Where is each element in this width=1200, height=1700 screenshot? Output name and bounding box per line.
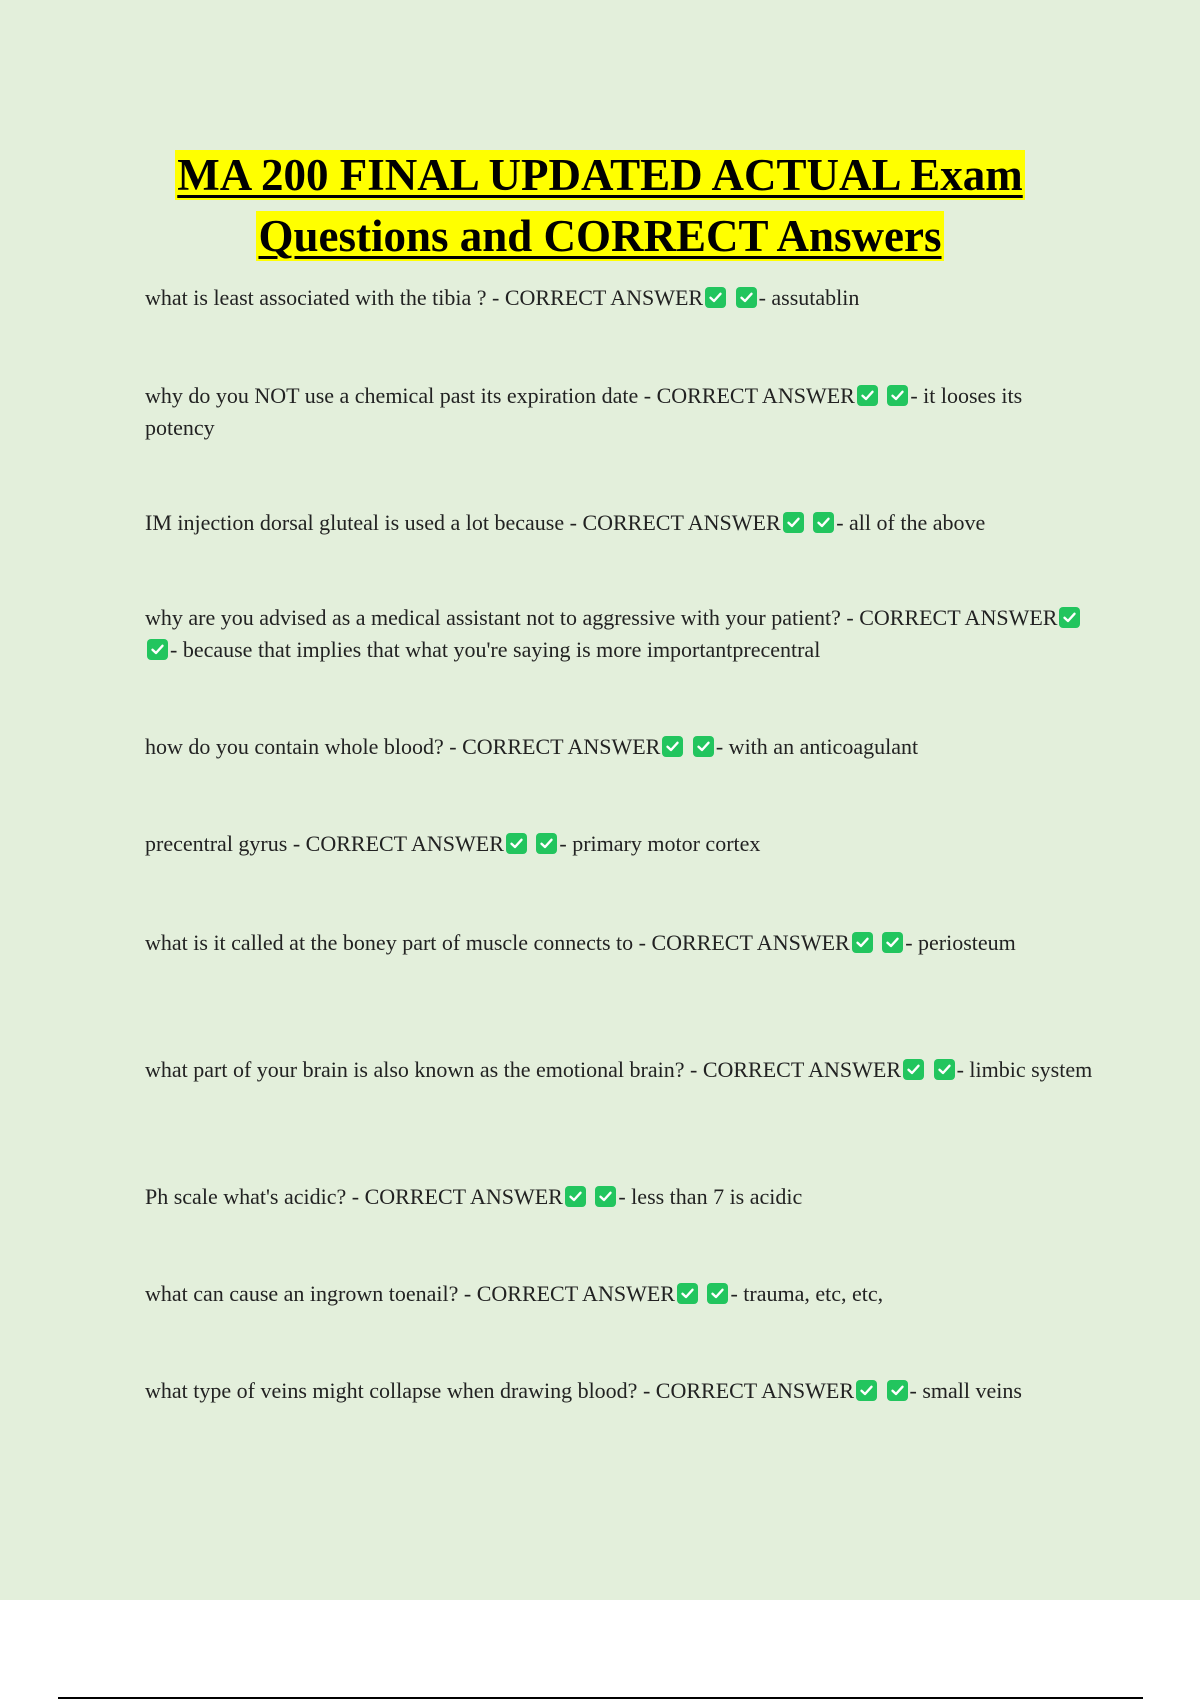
answer-text: - with an anticoagulant (715, 734, 919, 759)
correct-answer-label: CORRECT ANSWER (702, 1057, 902, 1082)
check-icon (693, 736, 714, 757)
correct-answer-label: CORRECT ANSWER (462, 734, 661, 759)
check-icon (783, 512, 804, 533)
check-icon (903, 1059, 924, 1080)
check-icon (856, 1380, 877, 1401)
question-text: why do you NOT use a chemical past its expiration date - (145, 383, 657, 408)
check-icon (536, 833, 557, 854)
correct-answer-label: CORRECT ANSWER (364, 1184, 563, 1209)
check-icon (677, 1283, 698, 1304)
question-text: what type of veins might collapse when drawing blood? - (145, 1378, 656, 1403)
qa-item-4 (145, 602, 1095, 666)
question-text: what is it called at the boney part of muscle connects to - (145, 930, 652, 955)
correct-answer-label: CORRECT ANSWER (651, 930, 850, 955)
check-icon (852, 932, 873, 953)
question-text: IM injection dorsal gluteal is used a lot because - (145, 510, 583, 535)
correct-answer-label: CORRECT ANSWER (655, 1378, 855, 1403)
footer-divider (58, 1697, 1143, 1699)
check-icon (662, 736, 683, 757)
answer-text: - periosteum (905, 930, 1016, 955)
answer-text: - less than 7 is acidic (618, 1184, 803, 1209)
check-icon (857, 385, 878, 406)
qa-item-10 (145, 1278, 1095, 1310)
question-text: Ph scale what's acidic? - (145, 1184, 365, 1209)
check-icon (705, 287, 726, 308)
answer-text: - small veins (909, 1378, 1022, 1403)
question-text: what part of your brain is also known as the emotional brain? - (145, 1057, 703, 1082)
check-icon (934, 1059, 955, 1080)
correct-answer-label: CORRECT ANSWER (582, 510, 781, 535)
qa-item-7 (145, 927, 1095, 959)
answer-text: - because that implies that what you're saying is more importantprecentral (170, 637, 821, 662)
answer-text: - trauma, etc, etc, (730, 1281, 884, 1306)
check-icon (887, 1380, 908, 1401)
correct-answer-label: CORRECT ANSWER (504, 285, 704, 310)
check-icon (1059, 607, 1080, 628)
qa-item-1 (145, 282, 1095, 314)
title-block (100, 145, 1100, 267)
qa-item-5 (145, 731, 1095, 763)
correct-answer-label: CORRECT ANSWER (656, 383, 855, 408)
check-icon (565, 1186, 586, 1207)
title-line-1: MA 200 FINAL UPDATED ACTUAL Exam (177, 150, 1023, 200)
answer-text: - all of the above (836, 510, 986, 535)
answer-text: - primary motor cortex (559, 831, 761, 856)
correct-answer-label: CORRECT ANSWER (305, 831, 504, 856)
answer-text: - assutablin (758, 285, 860, 310)
qa-item-11 (145, 1375, 1095, 1407)
check-icon (882, 932, 903, 953)
correct-answer-label: CORRECT ANSWER (476, 1281, 675, 1306)
page-title (175, 150, 1025, 261)
check-icon (707, 1283, 728, 1304)
title-line-2: Questions and CORRECT Answers (258, 211, 942, 261)
answer-text: - limbic system (956, 1057, 1093, 1082)
check-icon (147, 639, 168, 660)
question-text: how do you contain whole blood? - (145, 734, 463, 759)
question-text: what can cause an ingrown toenail? - (145, 1281, 477, 1306)
question-text: precentral gyrus - (145, 831, 306, 856)
qa-item-2 (145, 380, 1095, 444)
check-icon (506, 833, 527, 854)
qa-item-9 (145, 1181, 1095, 1213)
qa-item-6 (145, 828, 1095, 860)
qa-item-8 (145, 1054, 1095, 1086)
question-text: why are you advised as a medical assistant not to aggressive with your patient? - (145, 605, 860, 630)
check-icon (887, 385, 908, 406)
qa-item-3 (145, 507, 1095, 539)
answer-text: - it looses its potency (145, 383, 1023, 440)
correct-answer-label: CORRECT ANSWER (859, 605, 1058, 630)
check-icon (813, 512, 834, 533)
check-icon (595, 1186, 616, 1207)
check-icon (736, 287, 757, 308)
question-text: what is least associated with the tibia ? - (145, 285, 505, 310)
